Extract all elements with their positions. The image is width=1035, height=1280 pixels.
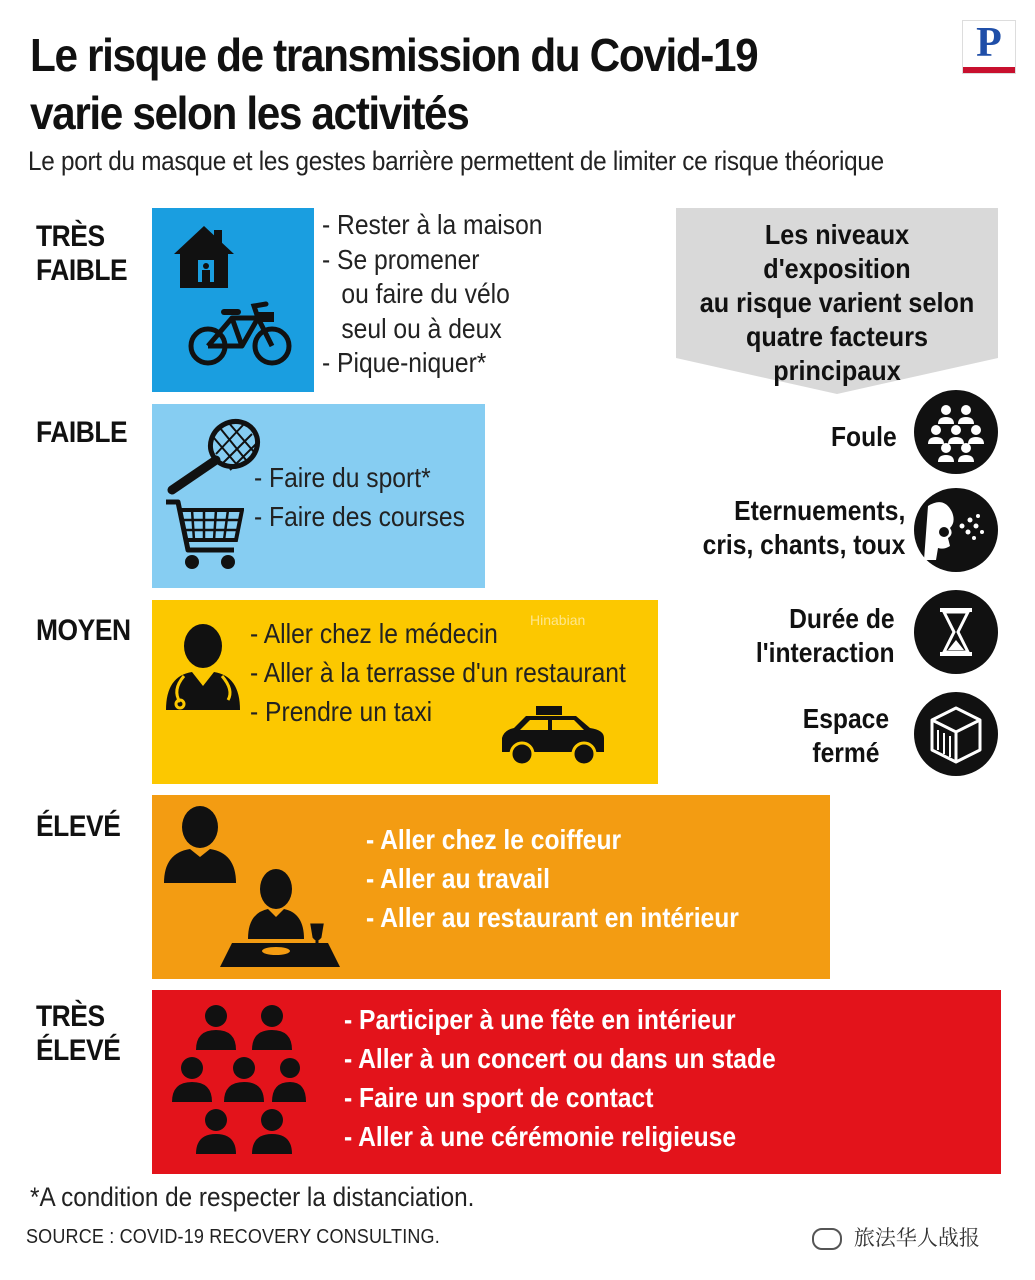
activity-item: - Aller à une cérémonie religieuse [344,1121,737,1152]
exposure-heading-line: quatre facteurs [745,321,929,352]
wechat-icon [812,1228,842,1250]
factor-foule-circle [914,390,998,474]
level-label-line: FAIBLE [36,254,128,287]
factor-espace-label [803,702,889,770]
factor-label-line: Espace [802,703,889,734]
activity-item: - Faire un sport de contact [344,1082,654,1113]
footnote: *A condition de respecter la distanciation. [30,1182,475,1212]
activity-item: - Aller chez le coiffeur [366,824,622,855]
level-label-moyen [36,614,131,648]
level-label-line: FAIBLE [36,416,128,449]
exposure-heading-line: Les niveaux d'exposition [763,219,911,284]
activity-item: - Aller au restaurant en intérieur [366,902,739,933]
exposure-heading-text [692,218,982,388]
level-label-line: TRÈS [36,1000,105,1033]
activities-tres-eleve [344,1000,776,1156]
exposure-heading-line: au risque varient selon [699,287,975,318]
activity-item: - Faire du sport* [254,462,431,493]
activity-item: - Se promener [322,243,480,275]
level-label-line: ÉLEVÉ [36,1034,121,1067]
factor-eternuements-circle [914,488,998,572]
activity-item: - Aller à un concert ou dans un stade [344,1043,776,1074]
hourglass-icon [914,590,998,674]
watermark [812,1222,980,1252]
logo-letter: P [976,20,1002,66]
level-label-line: ÉLEVÉ [36,810,121,843]
house-icon [172,224,236,290]
factor-duree-label [756,602,895,670]
le-parisien-logo [962,20,1016,74]
level-block-tres-faible [152,208,314,392]
watermark-text: 旅法华人战报 [853,1227,980,1250]
level-label-line: MOYEN [36,614,131,647]
activities-eleve [366,820,739,937]
crowd-people-icon [166,1002,306,1164]
activity-item: - Participer à une fête en intérieur [344,1004,736,1035]
factor-label-line: Durée de [789,603,895,634]
title-line-2: varie selon les activités [30,87,469,139]
activity-item: seul ou à deux [341,312,502,344]
activity-item: - Aller à la terrasse d'un restaurant [250,657,626,688]
bicycle-icon [188,298,292,368]
activity-item: - Prendre un taxi [250,696,433,727]
logo-bar [963,67,1015,73]
factor-label-line: Foule [831,421,897,452]
exposure-heading-line: principaux [773,355,901,386]
factor-duree-circle [914,590,998,674]
activities-moyen [250,614,626,731]
activity-item: ou faire du vélo [341,278,510,309]
activity-item: - Rester à la maison [322,209,543,240]
watermark-faint: Hinabian [530,612,586,628]
activity-item: - Faire des courses [254,501,465,532]
shopping-cart-icon [164,496,244,574]
factor-label-line: Eternuements, [733,495,905,526]
factor-label-line: l'interaction [756,637,895,668]
activities-tres-faible [322,208,542,381]
factor-label-line: cris, chants, toux [702,529,905,560]
exposure-heading [676,208,998,394]
factor-foule-label [831,420,897,454]
level-label-eleve [36,810,120,844]
factor-espace-circle [914,692,998,776]
closed-space-icon [914,692,998,776]
source-credit: SOURCE : COVID-19 RECOVERY CONSULTING. [26,1226,440,1248]
doctor-icon [162,620,244,712]
factor-label-line: fermé [812,737,880,768]
page-title [30,26,858,142]
level-label-line: TRÈS [36,220,105,253]
factor-eternuements-label [702,494,905,562]
level-label-tres-eleve [36,1000,120,1068]
crowd-icon [914,390,998,474]
level-label-faible [36,416,127,450]
tennis-racket-icon [166,416,262,496]
sneeze-icon [914,488,998,572]
activities-faible [254,458,465,536]
activity-item: - Aller au travail [366,863,550,894]
activity-item: - Pique-niquer* [322,347,487,378]
level-label-tres-faible [36,220,127,288]
activity-item: - Aller chez le médecin [250,618,498,649]
title-line-1: Le risque de transmission du Covid-19 [30,29,758,81]
subtitle: Le port du masque et les gestes barrière permettent de limiter ce risque théorique [28,146,884,176]
restaurant-diner-icon [218,865,342,969]
